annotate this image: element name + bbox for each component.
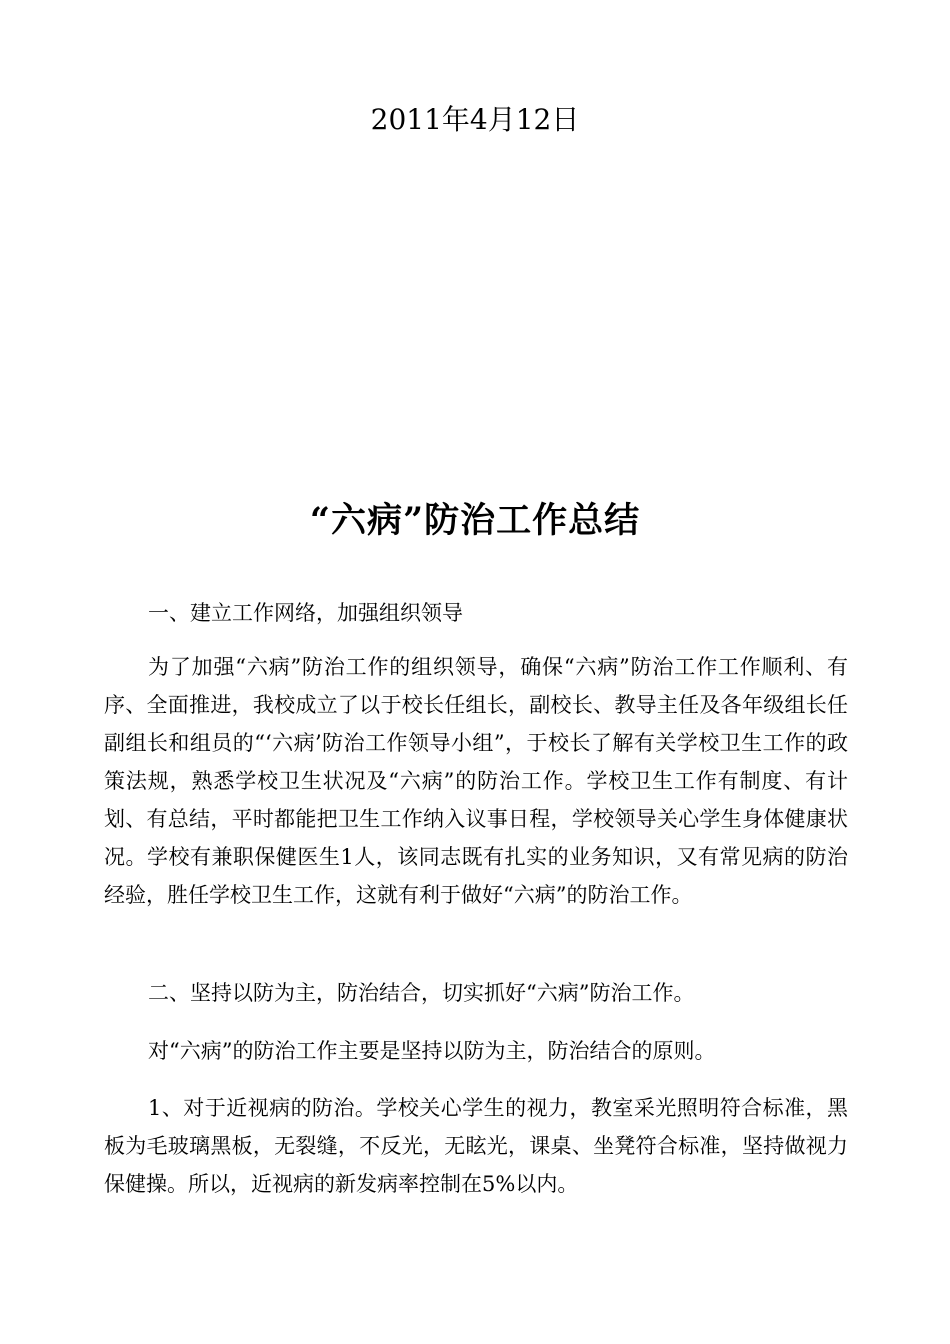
document-date: 2011年4月12日 [370, 103, 580, 136]
section-intro-2: 对“六病”的防治工作主要是坚持以防为主，防治结合的原则。 [148, 1039, 716, 1063]
section-paragraph-1: 为了加强“六病”防治工作的组织领导，确保“六病”防治工作工作顺利、有序、全面推进，我校成立了以于校长任组长，副校长、教导主任及各年级组长任副组长和组员的“‘六病’防治工作领导小组”，于校长了解有关学校卫生工作的政策法规，熟悉学校卫生状况及“六病”的防治工作。学校卫生工作有制度、有计划、有总结，平时都能把卫生工作纳入议事日程，学校领导关心学生身体健康状况。学校有兼职保健医生1人，该同志既有扎实的业务知识，又有常见病的防治经验，胜任学校卫生工作，这就有利于做好“六病”的防治工作。 [104, 655, 848, 907]
document-title: “六病”防治工作总结 [309, 500, 641, 541]
section-heading-2: 二、坚持以防为主，防治结合，切实抓好“六病”防治工作。 [148, 981, 695, 1005]
section-item-1: 1、对于近视病的防治。学校关心学生的视力，教室采光照明符合标准，黑板为毛玻璃黑板，无裂缝，不反光，无眩光，课桌、坐凳符合标准，坚持做视力保健操。所以，近视病的新发病率控制在5%以内。 [104, 1096, 848, 1196]
section-heading-1: 一、建立工作网络，加强组织领导 [148, 601, 463, 625]
